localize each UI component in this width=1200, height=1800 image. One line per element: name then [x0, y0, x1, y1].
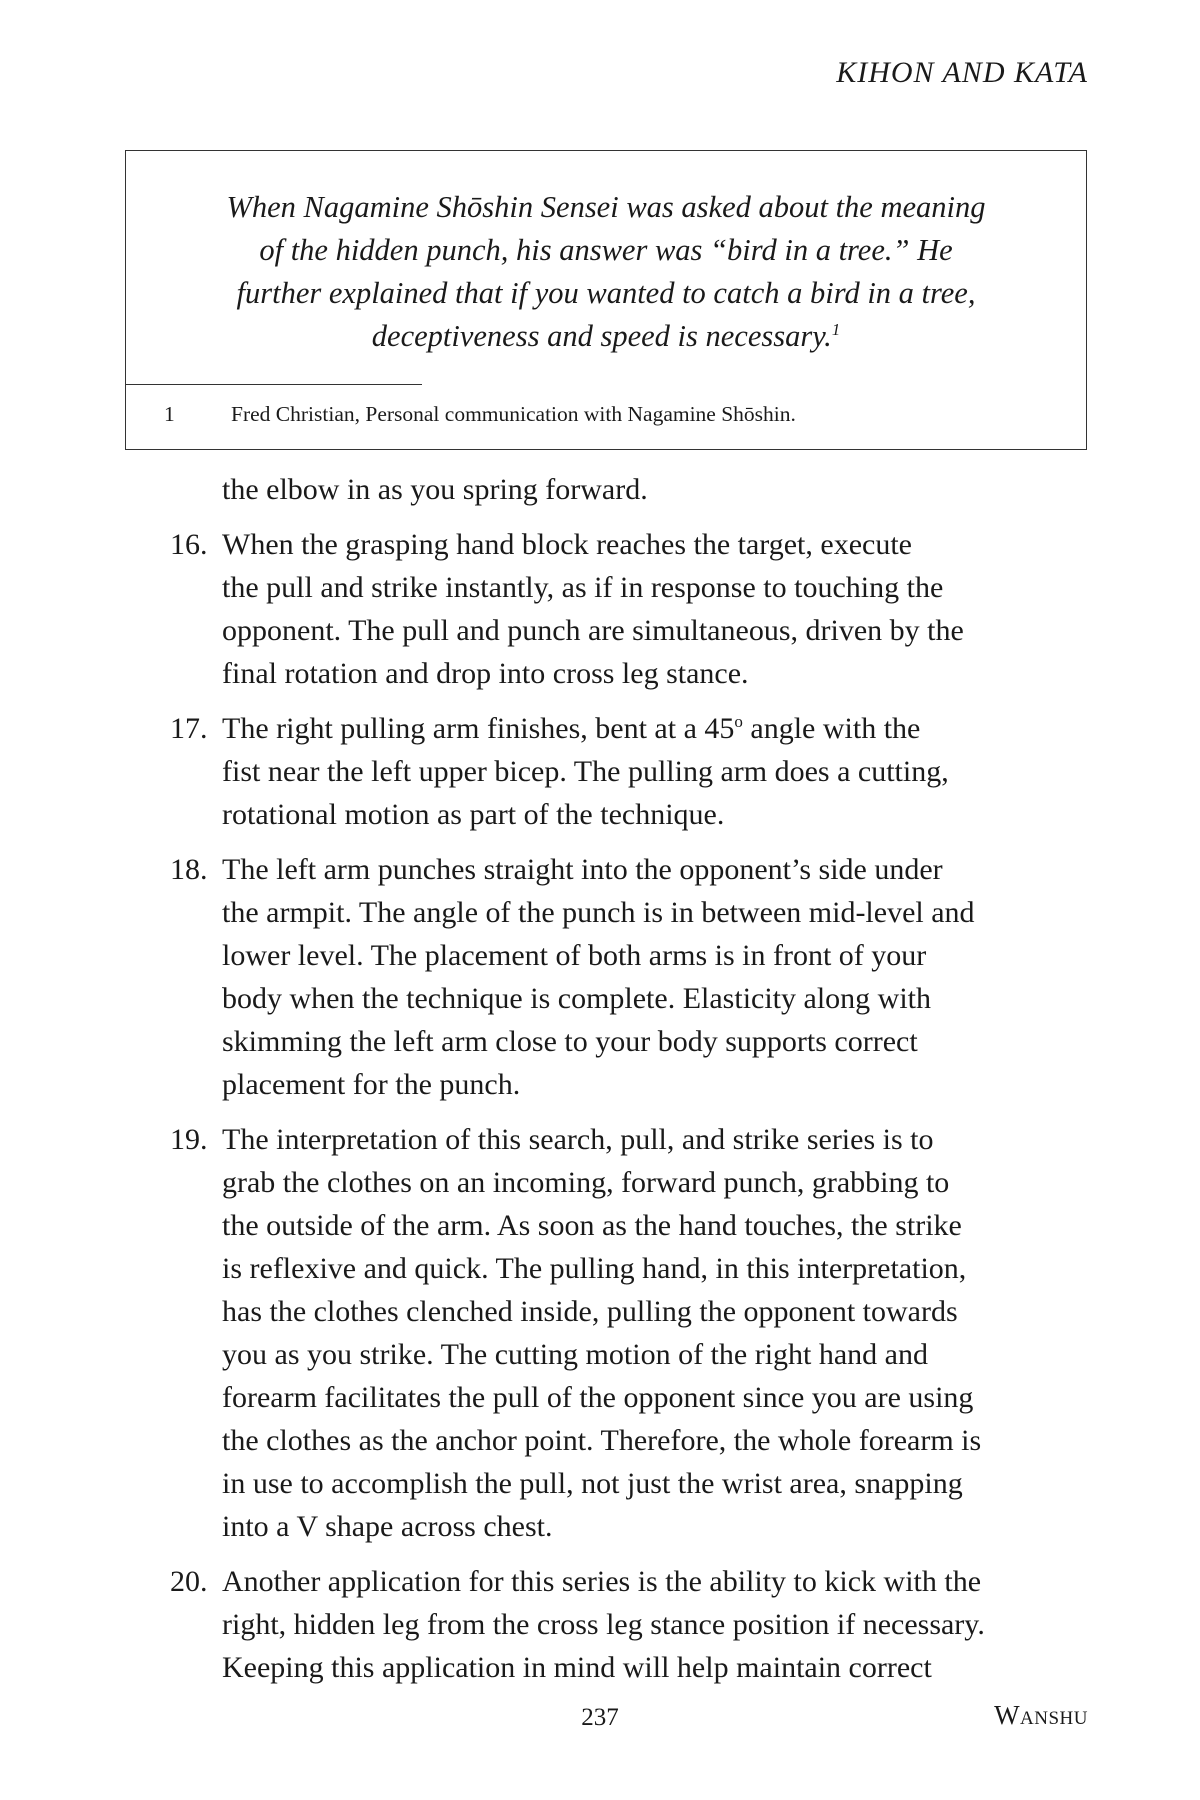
quote-line: further explained that if you wanted to catch a bird in a tree,	[236, 276, 976, 310]
list-item-line: right, hidden leg from the cross leg stance position if necessary.	[222, 1608, 985, 1641]
quote-line-text: deceptiveness and speed is necessary.	[371, 319, 832, 353]
list-item-line: forearm facilitates the pull of the opponent since you are using	[222, 1381, 974, 1414]
running-head: KIHON AND KATA	[836, 56, 1088, 89]
list-item-number: 16.	[170, 528, 208, 561]
sidebar-quote-box	[125, 150, 1087, 450]
footnote-reference[interactable]: 1	[831, 319, 841, 339]
list-item-line: When the grasping hand block reaches the target, execute	[222, 528, 912, 561]
quote-line-last	[126, 315, 1086, 358]
list-item-line: body when the technique is complete. Elasticity along with	[222, 982, 931, 1015]
list-item-line: the clothes as the anchor point. Therefore, the whole forearm is	[222, 1424, 982, 1457]
list-item-line: into a V shape across chest.	[222, 1510, 553, 1543]
quote-line: of the hidden punch, his answer was “bird in a tree.” He	[259, 233, 953, 267]
list-item-line: is reflexive and quick. The pulling hand, in this interpretation,	[222, 1252, 967, 1285]
list-item-line: skimming the left arm close to your body supports correct	[222, 1025, 918, 1058]
quote-line: When Nagamine Shōshin Sensei was asked about the meaning	[226, 190, 986, 224]
list-item-line: the pull and strike instantly, as if in response to touching the	[222, 571, 944, 604]
list-item-line: opponent. The pull and punch are simultaneous, driven by the	[222, 614, 964, 647]
list-item-number: 17.	[170, 712, 208, 745]
footnote-rule	[126, 384, 422, 385]
list-item-line: fist near the left upper bicep. The pulling arm does a cutting,	[222, 755, 949, 788]
line-segment: angle with the	[742, 712, 921, 745]
chapter-title-footer: Wanshu	[994, 1700, 1088, 1730]
list-item-line: the armpit. The angle of the punch is in between mid-level and	[222, 896, 975, 929]
footnote-text: Fred Christian, Personal communication with Nagamine Shōshin.	[231, 402, 796, 426]
quote	[126, 186, 1086, 358]
list-item-line: Keeping this application in mind will help maintain correct	[222, 1651, 932, 1684]
list-item-line: rotational motion as part of the technique.	[222, 798, 725, 831]
list-item-line: final rotation and drop into cross leg stance.	[222, 657, 749, 690]
list-item-line: placement for the punch.	[222, 1068, 521, 1101]
list-item-18	[0, 848, 1200, 1106]
list-item-line: The interpretation of this search, pull, and strike series is to	[222, 1123, 934, 1156]
line-segment: The right pulling arm finishes, bent at a 45	[222, 712, 735, 745]
list-item-line	[222, 707, 1200, 750]
list-item-line: grab the clothes on an incoming, forward punch, grabbing to	[222, 1166, 950, 1199]
continuation-text	[0, 468, 1200, 511]
list-item-line: Another application for this series is the ability to kick with the	[222, 1565, 982, 1598]
list-item-line: has the clothes clenched inside, pulling the opponent towards	[222, 1295, 958, 1328]
list-item-line: lower level. The placement of both arms is in front of your	[222, 939, 927, 972]
list-item-line: you as you strike. The cutting motion of the right hand and	[222, 1338, 928, 1371]
list-item-20	[0, 1560, 1200, 1689]
list-item-number: 19.	[170, 1123, 208, 1156]
continuation-line: the elbow in as you spring forward.	[222, 473, 648, 506]
page-number: 237	[581, 1704, 619, 1731]
list-item-number: 20.	[170, 1565, 208, 1598]
list-item-line: The left arm punches straight into the opponent’s side under	[222, 853, 943, 886]
body-text	[0, 468, 1200, 1701]
list-item-16	[0, 523, 1200, 695]
list-item-19	[0, 1118, 1200, 1548]
degree-mark: o	[734, 712, 743, 731]
list-item-number: 18.	[170, 853, 208, 886]
list-item-17	[0, 707, 1200, 836]
list-item-line: in use to accomplish the pull, not just the wrist area, snapping	[222, 1467, 963, 1500]
list-item-line: the outside of the arm. As soon as the hand touches, the strike	[222, 1209, 962, 1242]
footnote-number: 1	[164, 402, 175, 426]
